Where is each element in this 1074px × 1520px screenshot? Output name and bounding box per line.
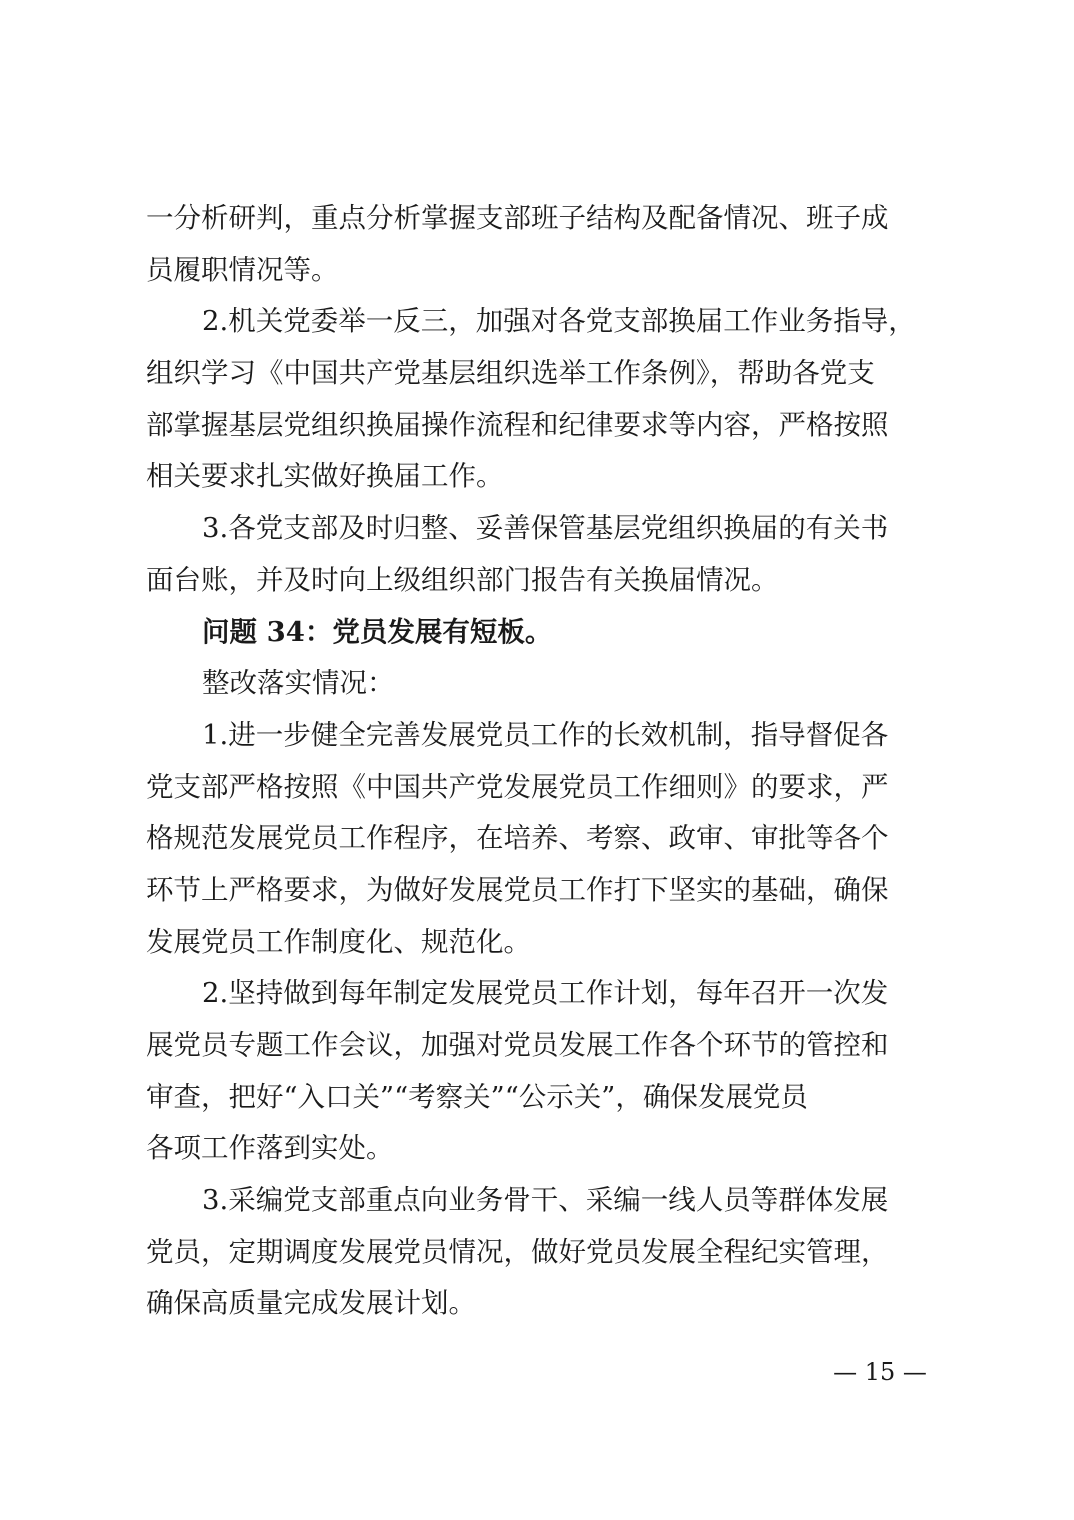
paragraph-line: 2.机关党委举一反三，加强对各党支部换届工作业务指导， (202, 305, 916, 338)
paragraph-line: 格规范发展党员工作程序，在培养、考察、政审、审批等各个 (146, 822, 889, 855)
paragraph-line: 面台账，并及时向上级组织部门报告有关换届情况。 (146, 563, 779, 596)
paragraph-line: 员履职情况等。 (146, 253, 339, 286)
paragraph-line: 2.坚持做到每年制定发展党员工作计划，每年召开一次发 (202, 977, 889, 1010)
paragraph-line: 一分析研判，重点分析掌握支部班子结构及配备情况、班子成 (146, 202, 889, 234)
paragraph-line: 审查，把好“入口关”“考察关”“公示关”，确保发展党员 (146, 1080, 808, 1113)
paragraph-line: 环节上严格要求，为做好发展党员工作打下坚实的基础，确保 (146, 873, 889, 906)
paragraph-line: 确保高质量完成发展计划。 (146, 1287, 476, 1320)
section-heading: 问题 34：党员发展有短板。 (202, 615, 553, 648)
paragraph-line: 党员，定期调度发展党员情况，做好党员发展全程纪实管理， (146, 1235, 889, 1268)
paragraph-line: 党支部严格按照《中国共产党发展党员工作细则》的要求，严 (146, 770, 889, 803)
document-body (146, 193, 936, 1330)
paragraph-line: 各项工作落到实处。 (146, 1132, 394, 1165)
paragraph-line: 1.进一步健全完善发展党员工作的长效机制，指导督促各 (202, 718, 889, 751)
paragraph-line: 组织学习《中国共产党基层组织选举工作条例》，帮助各党支 (146, 357, 875, 390)
paragraph-line: 3.采编党支部重点向业务骨干、采编一线人员等群体发展 (202, 1184, 889, 1217)
paragraph-line: 3.各党支部及时归整、妥善保管基层党组织换届的有关书 (202, 512, 889, 545)
paragraph-line: 部掌握基层党组织换届操作流程和纪律要求等内容，严格按照 (146, 408, 889, 441)
paragraph-line: 相关要求扎实做好换届工作。 (146, 460, 504, 493)
subheading: 整改落实情况： (202, 667, 395, 700)
paragraph-line: 展党员专题工作会议，加强对党员发展工作各个环节的管控和 (146, 1029, 889, 1061)
page-number: — 15 — (833, 1358, 927, 1386)
paragraph-line: 发展党员工作制度化、规范化。 (146, 925, 531, 958)
